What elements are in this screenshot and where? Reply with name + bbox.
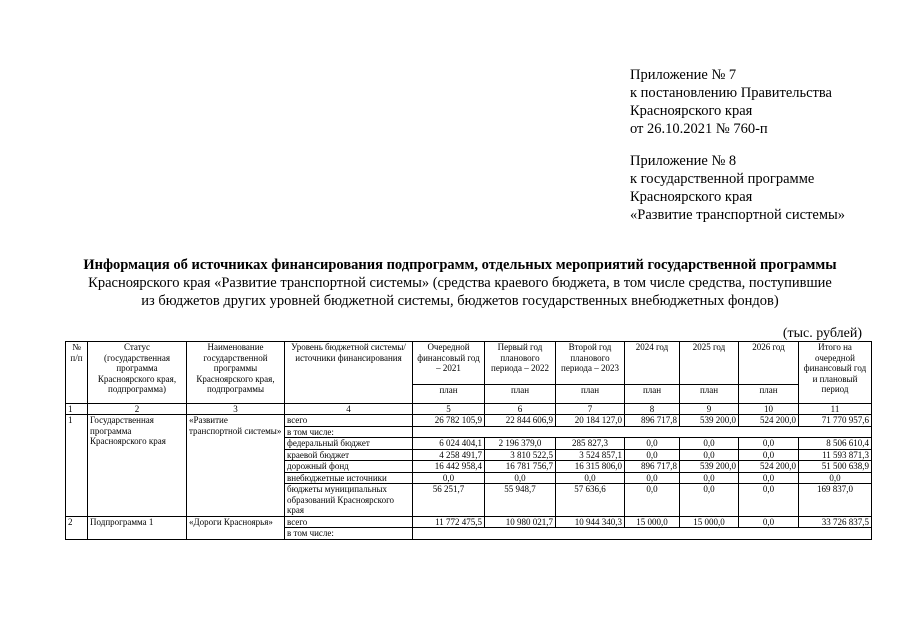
row-level: дорожный фонд: [285, 461, 413, 473]
row-num: 1: [66, 415, 88, 517]
cell-value: 0,0: [625, 484, 680, 517]
col-number: 9: [680, 404, 739, 415]
plan-cell: план: [739, 385, 799, 404]
row-name: «Развитие транспортной системы»: [187, 415, 285, 517]
header-2022: Первый год планового периода – 2022: [485, 342, 556, 385]
cell-value: 539 200,0: [680, 461, 739, 473]
cell-value: 10 980 021,7: [485, 516, 556, 528]
header-num: № п/п: [66, 342, 88, 404]
row-level: в том числе:: [285, 528, 413, 540]
table-row: [66, 516, 872, 528]
col-number: 8: [625, 404, 680, 415]
cell-value: 0,0: [739, 516, 799, 528]
cell-value: 33 726 837,5: [799, 516, 872, 528]
appendix-7-line: от 26.10.2021 № 760-п: [630, 121, 768, 137]
row-level: бюджеты муниципальных образований Красноярского края: [285, 484, 413, 517]
header-2021: Очередной финансовый год – 2021: [413, 342, 485, 385]
cell-value: 0,0: [625, 449, 680, 461]
cell-value: 16 442 958,4: [413, 461, 485, 473]
cell-value: 169 837,0: [799, 484, 872, 517]
cell-value: 896 717,8: [625, 461, 680, 473]
row-status: Подпрограмма 1: [88, 516, 187, 539]
cell-value: 22 844 606,9: [485, 415, 556, 427]
cell-value: 11 593 871,3: [799, 449, 872, 461]
row-level: федеральный бюджет: [285, 438, 413, 450]
cell-value: 539 200,0: [680, 415, 739, 427]
cell-value: 0,0: [739, 438, 799, 450]
cell-value: 8 506 610,4: [799, 438, 872, 450]
appendix-7-block: [630, 66, 890, 138]
cell-value: 57 636,6: [556, 484, 625, 517]
cell-empty: [413, 426, 872, 438]
cell-value: 3 810 522,5: [485, 449, 556, 461]
cell-value: 11 772 475,5: [413, 516, 485, 528]
col-number: 11: [799, 404, 872, 415]
row-name: «Дороги Красноярья»: [187, 516, 285, 539]
title-line: из бюджетов других уровней бюджетной системы, бюджетов государственных внебюджетных фондов): [141, 293, 779, 309]
col-number: 6: [485, 404, 556, 415]
cell-value: 71 770 957,6: [799, 415, 872, 427]
col-number: 5: [413, 404, 485, 415]
cell-empty: [413, 528, 872, 540]
plan-cell: план: [413, 385, 485, 404]
cell-value: 0,0: [680, 438, 739, 450]
table-row: [66, 415, 872, 427]
appendix-8-line: «Развитие транспортной системы»: [630, 207, 846, 223]
title-line: Информация об источниках финансирования подпрограмм, отдельных мероприятий государственной программы: [83, 257, 837, 273]
column-number-row: [66, 404, 872, 415]
row-num: 2: [66, 516, 88, 539]
header-total: Итого на очередной финансовый год и плановый период: [799, 342, 872, 404]
appendix-7-line: Приложение № 7: [630, 67, 737, 83]
header-2024: 2024 год: [625, 342, 680, 385]
header-2025: 2025 год: [680, 342, 739, 385]
plan-cell: план: [485, 385, 556, 404]
cell-value: 0,0: [680, 484, 739, 517]
cell-value: 2 196 379,0: [485, 438, 556, 450]
cell-value: 0,0: [413, 472, 485, 484]
title-line: Красноярского края «Развитие транспортной системы» (средства краевого бюджета, в том числе средства, поступившие: [88, 275, 832, 291]
cell-value: 3 524 857,1: [556, 449, 625, 461]
cell-value: 16 315 806,0: [556, 461, 625, 473]
col-number: 10: [739, 404, 799, 415]
row-level: всего: [285, 415, 413, 427]
row-level: краевой бюджет: [285, 449, 413, 461]
cell-value: 56 251,7: [413, 484, 485, 517]
cell-value: 15 000,0: [680, 516, 739, 528]
cell-value: 0,0: [799, 472, 872, 484]
appendix-8-block: [630, 152, 890, 224]
cell-value: 20 184 127,0: [556, 415, 625, 427]
cell-value: 0,0: [680, 472, 739, 484]
row-level: внебюджетные источники: [285, 472, 413, 484]
cell-value: 0,0: [739, 472, 799, 484]
plan-cell: план: [625, 385, 680, 404]
col-number: 3: [187, 404, 285, 415]
cell-value: 4 258 491,7: [413, 449, 485, 461]
cell-value: 0,0: [739, 449, 799, 461]
header-2023: Второй год планового периода – 2023: [556, 342, 625, 385]
financing-table: [65, 341, 872, 540]
row-status: Государственная программа Красноярского края: [88, 415, 187, 517]
document-title: [60, 256, 860, 310]
cell-value: 0,0: [485, 472, 556, 484]
header-name: Наименование государственной программы Красноярского края, подпрограммы: [187, 342, 285, 404]
col-number: 7: [556, 404, 625, 415]
cell-value: 0,0: [680, 449, 739, 461]
cell-value: 15 000,0: [625, 516, 680, 528]
cell-value: 0,0: [556, 472, 625, 484]
appendix-8-line: к государственной программе: [630, 171, 815, 187]
cell-value: 524 200,0: [739, 461, 799, 473]
cell-value: 0,0: [625, 438, 680, 450]
col-number: 1: [66, 404, 88, 415]
cell-value: 0,0: [739, 484, 799, 517]
row-level: в том числе:: [285, 426, 413, 438]
appendix-8-line: Красноярского края: [630, 189, 753, 205]
appendix-7-line: Красноярского края: [630, 103, 753, 119]
cell-value: 10 944 340,3: [556, 516, 625, 528]
plan-cell: план: [680, 385, 739, 404]
appendix-7-line: к постановлению Правительства: [630, 85, 832, 101]
cell-value: 16 781 756,7: [485, 461, 556, 473]
cell-value: 896 717,8: [625, 415, 680, 427]
cell-value: 55 948,7: [485, 484, 556, 517]
cell-value: 524 200,0: [739, 415, 799, 427]
header-row: [66, 342, 872, 385]
col-number: 4: [285, 404, 413, 415]
row-level: всего: [285, 516, 413, 528]
plan-cell: план: [556, 385, 625, 404]
header-level: Уровень бюджетной системы/источники финансирования: [285, 342, 413, 404]
cell-value: 0,0: [625, 472, 680, 484]
units-label: (тыс. рублей): [782, 326, 862, 341]
cell-value: 26 782 105,9: [413, 415, 485, 427]
cell-value: 51 500 638,9: [799, 461, 872, 473]
cell-value: 6 024 404,1: [413, 438, 485, 450]
cell-value: 285 827,3: [556, 438, 625, 450]
appendix-8-line: Приложение № 8: [630, 153, 737, 169]
header-status: Статус (государственная программа Красноярского края, подпрограмма): [88, 342, 187, 404]
header-2026: 2026 год: [739, 342, 799, 385]
col-number: 2: [88, 404, 187, 415]
